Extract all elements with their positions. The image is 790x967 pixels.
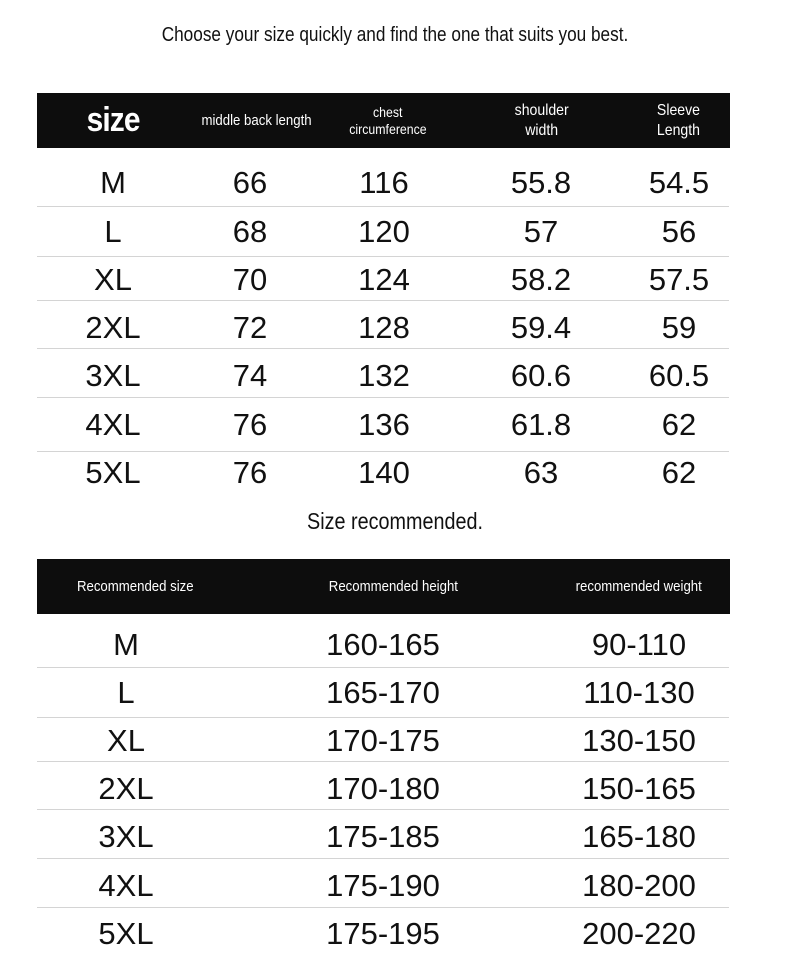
shoulder-cell: 59.4 — [510, 310, 572, 345]
header-recommended-height — [305, 559, 481, 614]
shoulder-cell: 61.8 — [510, 407, 572, 442]
header-recommended-weight — [557, 559, 721, 614]
row-divider — [37, 761, 729, 762]
chest-cell: 116 — [359, 165, 409, 200]
middle-back-length-cell: 72 — [232, 310, 268, 345]
recommended-weight-cell: 90-110 — [591, 627, 687, 662]
middle-back-length-cell: 68 — [232, 214, 268, 249]
size-table-row — [37, 209, 730, 255]
shoulder-cell: 58.2 — [510, 262, 572, 297]
row-divider — [37, 667, 729, 668]
chest-cell: 124 — [358, 262, 410, 297]
size-cell: 2XL — [85, 310, 141, 345]
shoulder-cell: 63 — [523, 455, 559, 490]
size-cell: XL — [94, 262, 132, 297]
recommended-size-cell: L — [117, 675, 135, 710]
recommend-table-header — [37, 559, 730, 614]
header-shoulder-line-2: width — [525, 121, 559, 139]
recommended-size-cell: 5XL — [98, 916, 154, 951]
chest-cell: 140 — [358, 455, 410, 490]
row-divider — [37, 858, 729, 859]
recommended-weight-cell: 180-200 — [582, 868, 696, 903]
sleeve-cell: 56 — [661, 214, 697, 249]
recommended-height-cell: 165-170 — [326, 675, 440, 710]
recommended-weight-cell: 130-150 — [582, 723, 696, 758]
sleeve-cell: 62 — [661, 407, 697, 442]
header-middle-back-length-label: middle back length — [201, 111, 313, 129]
middle-back-length-cell: 76 — [232, 455, 268, 490]
row-divider — [37, 451, 729, 452]
chest-cell: 132 — [358, 358, 410, 393]
recommend-table-row — [37, 911, 730, 957]
header-recommended-height-label: Recommended height — [328, 577, 458, 595]
recommended-weight-cell: 150-165 — [582, 771, 696, 806]
header-recommended-size-label: Recommended size — [76, 577, 194, 595]
recommend-title: Size recommended. — [307, 508, 483, 534]
header-size — [37, 93, 189, 148]
size-cell: 4XL — [85, 407, 141, 442]
row-divider — [37, 348, 729, 349]
header-recommended-weight-label: recommended weight — [575, 577, 703, 595]
recommended-weight-cell: 110-130 — [583, 675, 695, 710]
recommended-height-cell: 170-175 — [326, 723, 440, 758]
header-sleeve-line-1: Sleeve — [656, 102, 700, 120]
size-cell: L — [104, 214, 122, 249]
recommend-table-row — [37, 622, 730, 668]
size-table-header — [37, 93, 730, 148]
shoulder-cell: 57 — [523, 214, 559, 249]
recommended-height-cell: 170-180 — [326, 771, 440, 806]
row-divider — [37, 256, 729, 257]
header-sleeve-line-2: Length — [656, 121, 700, 139]
recommended-height-cell: 160-165 — [326, 627, 440, 662]
sleeve-cell: 54.5 — [648, 165, 710, 200]
row-divider — [37, 206, 729, 207]
middle-back-length-cell: 66 — [232, 165, 268, 200]
recommend-table-row — [37, 863, 730, 909]
sleeve-cell: 59 — [661, 310, 697, 345]
shoulder-cell: 55.8 — [510, 165, 572, 200]
intro-text: Choose your size quickly and find the one that suits you best. — [161, 24, 629, 46]
recommended-size-cell: 4XL — [98, 868, 154, 903]
recommended-weight-cell: 165-180 — [582, 819, 696, 854]
header-recommended-size — [51, 559, 219, 614]
size-table-row — [37, 402, 730, 448]
header-middle-back-length — [177, 93, 337, 148]
size-table-row — [37, 160, 730, 206]
middle-back-length-cell: 70 — [232, 262, 268, 297]
recommended-size-cell: 3XL — [98, 819, 154, 854]
recommend-table-row — [37, 670, 730, 716]
header-shoulder-width — [482, 93, 602, 148]
header-size-label: size — [86, 101, 140, 140]
size-table-row — [37, 450, 730, 496]
chest-cell: 128 — [358, 310, 410, 345]
recommended-size-cell: M — [113, 627, 139, 662]
recommended-size-cell: 2XL — [98, 771, 154, 806]
middle-back-length-cell: 74 — [232, 358, 268, 393]
recommend-table-row — [37, 814, 730, 860]
recommend-table-row — [37, 718, 730, 764]
middle-back-length-cell: 76 — [232, 407, 268, 442]
sleeve-cell: 60.5 — [648, 358, 710, 393]
recommended-size-cell: XL — [107, 723, 145, 758]
size-cell: 3XL — [85, 358, 141, 393]
sleeve-cell: 57.5 — [648, 262, 710, 297]
size-cell: 5XL — [85, 455, 141, 490]
row-divider — [37, 397, 729, 398]
recommended-height-cell: 175-185 — [326, 819, 440, 854]
size-table-row — [37, 257, 730, 303]
header-chest-line-2: circumference — [349, 120, 427, 137]
chest-cell: 120 — [358, 214, 410, 249]
header-chest-line-1: chest — [373, 103, 403, 120]
row-divider — [37, 907, 729, 908]
recommended-height-cell: 175-195 — [326, 916, 440, 951]
header-sleeve-length — [622, 93, 730, 148]
chest-cell: 136 — [358, 407, 410, 442]
row-divider — [37, 300, 729, 301]
header-shoulder-line-1: shoulder — [514, 102, 570, 120]
size-table-row — [37, 305, 730, 351]
recommend-table-row — [37, 766, 730, 812]
recommended-weight-cell: 200-220 — [582, 916, 696, 951]
sleeve-cell: 62 — [661, 455, 697, 490]
size-table-row — [37, 353, 730, 399]
header-chest-circumference — [327, 93, 449, 148]
shoulder-cell: 60.6 — [510, 358, 572, 393]
row-divider — [37, 809, 729, 810]
size-cell: M — [100, 165, 126, 200]
recommended-height-cell: 175-190 — [326, 868, 440, 903]
row-divider — [37, 717, 729, 718]
